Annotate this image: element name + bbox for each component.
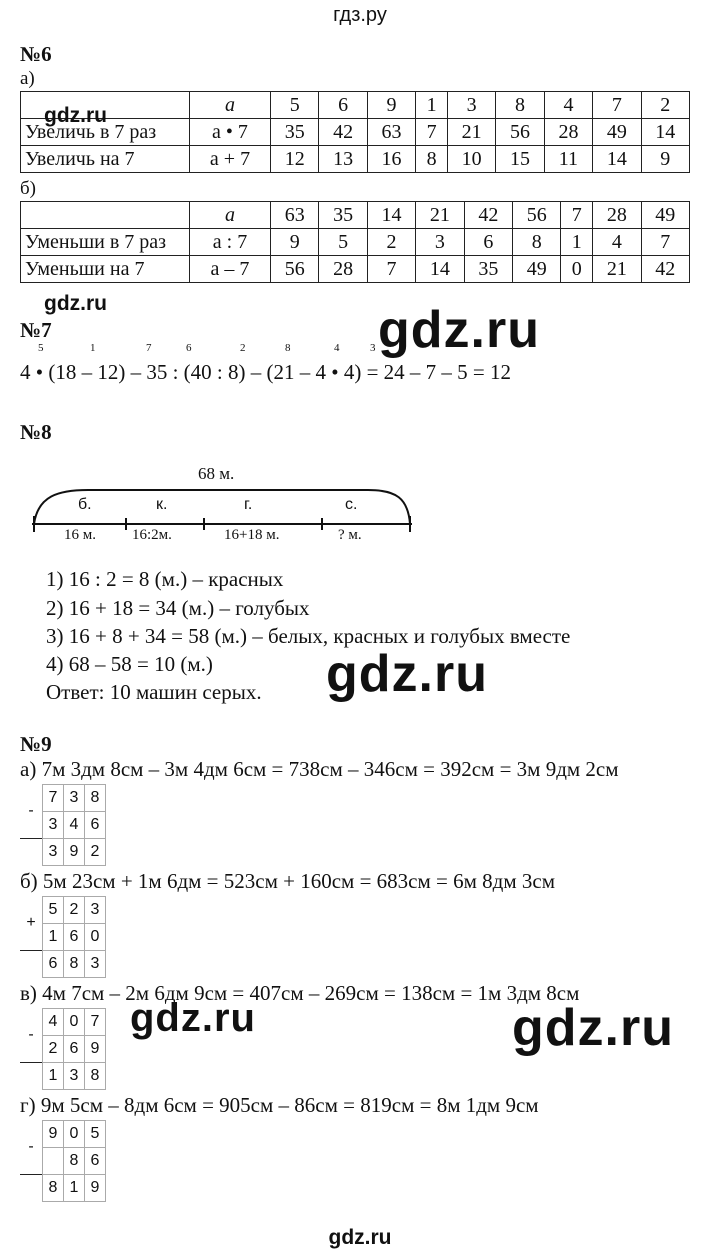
- answer-line: Ответ: 10 машин серых.: [46, 680, 262, 704]
- table-cell: 28: [319, 256, 367, 283]
- segment-value: 16 м.: [64, 527, 96, 543]
- table-cell: 42: [464, 202, 512, 229]
- digit-cell: 9: [85, 1036, 106, 1063]
- task6-part-a-label: а): [20, 68, 35, 89]
- table-cell: 0: [561, 256, 593, 283]
- table-cell: 14: [641, 119, 689, 146]
- operator-cell: [20, 951, 43, 978]
- table-cell: 49: [513, 256, 561, 283]
- task9-line-c: в) 4м 7см – 2м 6дм 9см = 407см – 269см = 138см = 1м 3дм 8см: [20, 981, 580, 1005]
- table-cell: 28: [544, 119, 592, 146]
- row-label-cell: Уменьши на 7: [21, 256, 190, 283]
- digit-cell: 1: [43, 1063, 64, 1090]
- column-row-result: [20, 1175, 106, 1202]
- digit-cell: 3: [43, 812, 64, 839]
- column-row-result: [20, 839, 106, 866]
- table-cell: 56: [271, 256, 319, 283]
- task6-number: №6: [20, 42, 52, 66]
- watermark-big-2: gdz.ru: [326, 645, 488, 703]
- table-cell: 12: [271, 146, 319, 173]
- table-cell: 2: [367, 229, 415, 256]
- segment-value: ? м.: [338, 527, 362, 543]
- task9-number: №9: [20, 732, 52, 756]
- digit-cell: 6: [85, 1148, 106, 1175]
- column-row-top: [20, 1009, 106, 1036]
- digit-cell: 1: [43, 924, 64, 951]
- table-cell: 56: [513, 202, 561, 229]
- digit-cell: 8: [85, 1063, 106, 1090]
- operator-cell: -: [20, 785, 43, 839]
- segment-value: 16:2м.: [132, 527, 172, 543]
- table-cell: 11: [544, 146, 592, 173]
- solution-step: 3) 16 + 8 + 34 = 58 (м.) – белых, красных и голубых вместе: [46, 624, 571, 648]
- table-cell: 14: [593, 146, 641, 173]
- digit-cell: 9: [64, 839, 85, 866]
- row-label-cell: [21, 202, 190, 229]
- table-row: [21, 146, 690, 173]
- table-cell: 4: [544, 92, 592, 119]
- digit-cell: 8: [85, 785, 106, 812]
- digit-cell: 6: [85, 812, 106, 839]
- table-cell: a: [190, 202, 271, 229]
- task6-part-b-label: б): [20, 178, 36, 199]
- column-calc-b: [20, 896, 106, 978]
- digit-cell: 5: [43, 897, 64, 924]
- digit-cell: 9: [85, 1175, 106, 1202]
- table-cell: 5: [319, 229, 367, 256]
- table-cell: 42: [319, 119, 367, 146]
- table-cell: 8: [416, 146, 448, 173]
- segment-letter: с.: [345, 496, 358, 513]
- table-cell: 63: [271, 202, 319, 229]
- digit-cell: 5: [85, 1121, 106, 1148]
- operator-cell: [20, 839, 43, 866]
- table-row: [21, 202, 690, 229]
- digit-cell: 3: [64, 1063, 85, 1090]
- column-row-top: [20, 1121, 106, 1148]
- table-cell: 7: [367, 256, 415, 283]
- table-cell: 16: [367, 146, 415, 173]
- digit-cell: 1: [64, 1175, 85, 1202]
- footer-watermark: gdz.ru: [328, 1226, 392, 1249]
- digit-cell: [43, 1148, 64, 1175]
- order-mark: 3: [370, 342, 376, 354]
- digit-cell: 2: [64, 897, 85, 924]
- operator-cell: -: [20, 1009, 43, 1063]
- table-cell: 56: [496, 119, 544, 146]
- table-cell: 5: [271, 92, 319, 119]
- table-cell: 2: [641, 92, 689, 119]
- operator-cell: [20, 1063, 43, 1090]
- solution-step: 4) 68 – 58 = 10 (м.): [46, 652, 213, 676]
- table-cell: 9: [367, 92, 415, 119]
- task9-line-d: г) 9м 5см – 8дм 6см = 905см – 86см = 819см = 8м 1дм 9см: [20, 1093, 539, 1117]
- table-cell: 21: [416, 202, 464, 229]
- column-calc-d: [20, 1120, 106, 1202]
- watermark-big-3: gdz.ru: [130, 996, 256, 1040]
- table-cell: 7: [593, 92, 641, 119]
- table-cell: a + 7: [190, 146, 271, 173]
- segment-letter: б.: [78, 496, 92, 513]
- task9-line-a: а) 7м 3дм 8см – 3м 4дм 6см = 738см – 346см = 392см = 3м 9дм 2см: [20, 757, 619, 781]
- table-row: [21, 92, 690, 119]
- digit-cell: 6: [64, 1036, 85, 1063]
- table-cell: 7: [416, 119, 448, 146]
- watermark-big-1: gdz.ru: [378, 301, 540, 359]
- table-cell: 9: [641, 146, 689, 173]
- table-cell: 8: [496, 92, 544, 119]
- task9-line-b: б) 5м 23см + 1м 6дм = 523см + 160см = 683см = 6м 8дм 3см: [20, 869, 556, 893]
- table-cell: 3: [416, 229, 464, 256]
- digit-cell: 8: [64, 1148, 85, 1175]
- column-calc-a: [20, 784, 106, 866]
- table-cell: 6: [464, 229, 512, 256]
- order-mark: 6: [186, 342, 192, 354]
- table-row: [21, 229, 690, 256]
- solution-step: 2) 16 + 18 = 34 (м.) – голубых: [46, 596, 310, 620]
- table-cell: a • 7: [190, 119, 271, 146]
- column-row-top: [20, 897, 106, 924]
- order-mark: 8: [285, 342, 291, 354]
- table-cell: 3: [447, 92, 495, 119]
- table-cell: 42: [641, 256, 689, 283]
- table-cell: 6: [319, 92, 367, 119]
- row-label-cell: Увеличь на 7: [21, 146, 190, 173]
- table-cell: 28: [593, 202, 641, 229]
- table-cell: a : 7: [190, 229, 271, 256]
- table-cell: a: [190, 92, 271, 119]
- digit-cell: 6: [43, 951, 64, 978]
- digit-cell: 3: [85, 897, 106, 924]
- digit-cell: 2: [43, 1036, 64, 1063]
- table-cell: 9: [271, 229, 319, 256]
- digit-cell: 9: [43, 1121, 64, 1148]
- table-cell: 21: [593, 256, 641, 283]
- table-row: [21, 119, 690, 146]
- task8-number: №8: [20, 420, 52, 444]
- column-row-result: [20, 951, 106, 978]
- order-mark: 5: [38, 342, 44, 354]
- segment-value: 16+18 м.: [224, 527, 280, 543]
- digit-cell: 6: [64, 924, 85, 951]
- task6-table-b: [20, 201, 690, 283]
- table-cell: 14: [367, 202, 415, 229]
- watermark-big-4: gdz.ru: [512, 999, 674, 1057]
- task7-number: №7: [20, 318, 52, 342]
- segment-letter: г.: [244, 496, 253, 513]
- order-mark: 1: [90, 342, 96, 354]
- digit-cell: 0: [64, 1009, 85, 1036]
- operator-cell: [20, 1175, 43, 1202]
- digit-cell: 4: [43, 1009, 64, 1036]
- table-cell: 4: [593, 229, 641, 256]
- row-label-cell: Уменьши в 7 раз: [21, 229, 190, 256]
- digit-cell: 8: [64, 951, 85, 978]
- watermark-small-1: gdz.ru: [44, 104, 107, 127]
- column-row-top: [20, 785, 106, 812]
- table-cell: 10: [447, 146, 495, 173]
- column-calc-c: [20, 1008, 106, 1090]
- table-cell: 35: [464, 256, 512, 283]
- operator-cell: +: [20, 897, 43, 951]
- digit-cell: 3: [64, 785, 85, 812]
- operator-cell: -: [20, 1121, 43, 1175]
- column-row-result: [20, 1063, 106, 1090]
- digit-cell: 2: [85, 839, 106, 866]
- table-cell: 15: [496, 146, 544, 173]
- digit-cell: 4: [64, 812, 85, 839]
- page-header: гдз.ру: [333, 4, 387, 26]
- diagram-total: 68 м.: [198, 464, 235, 483]
- order-mark: 4: [334, 342, 340, 354]
- task7-expression: 4 • (18 – 12) – 35 : (40 : 8) – (21 – 4 • 4) = 24 – 7 – 5 = 12: [20, 360, 512, 384]
- table-cell: 63: [367, 119, 415, 146]
- table-cell: 13: [319, 146, 367, 173]
- table-cell: 35: [319, 202, 367, 229]
- digit-cell: 0: [64, 1121, 85, 1148]
- solution-step: 1) 16 : 2 = 8 (м.) – красных: [46, 567, 284, 591]
- table-cell: 49: [593, 119, 641, 146]
- task6-table-a: [20, 91, 690, 173]
- table-cell: 14: [416, 256, 464, 283]
- table-row: [21, 256, 690, 283]
- order-mark: 7: [146, 342, 152, 354]
- segment-letter: к.: [156, 496, 168, 513]
- digit-cell: 7: [43, 785, 64, 812]
- table-cell: 1: [561, 229, 593, 256]
- row-label-cell: Увеличь в 7 раз: [21, 119, 190, 146]
- table-cell: a – 7: [190, 256, 271, 283]
- watermark-small-2: gdz.ru: [44, 292, 107, 315]
- table-cell: 49: [641, 202, 689, 229]
- table-cell: 7: [561, 202, 593, 229]
- digit-cell: 3: [43, 839, 64, 866]
- table-cell: 1: [416, 92, 448, 119]
- table-cell: 35: [271, 119, 319, 146]
- table-cell: 8: [513, 229, 561, 256]
- order-mark: 2: [240, 342, 246, 354]
- digit-cell: 8: [43, 1175, 64, 1202]
- digit-cell: 7: [85, 1009, 106, 1036]
- table-cell: 7: [641, 229, 689, 256]
- digit-cell: 0: [85, 924, 106, 951]
- digit-cell: 3: [85, 951, 106, 978]
- table-cell: 21: [447, 119, 495, 146]
